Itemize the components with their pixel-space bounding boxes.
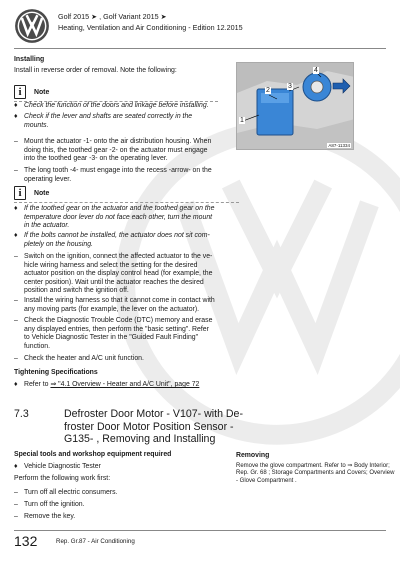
note-item: mounts. bbox=[24, 121, 49, 129]
callout-1: 1 bbox=[240, 117, 244, 124]
step-text: Check the Diagnostic Trouble Code (DTC) memory and erase bbox=[24, 317, 213, 324]
refer-prefix: Refer to bbox=[24, 381, 51, 388]
vw-logo-icon bbox=[14, 8, 50, 44]
step-text: operating lever. bbox=[24, 175, 72, 183]
tightening-ref bbox=[24, 381, 199, 390]
step-text: Switch on the ignition, connect the affected actuator to the ve- bbox=[24, 253, 213, 260]
step-dash: – bbox=[14, 355, 18, 362]
step-text: actuator position on the display control head (for example, the bbox=[24, 270, 213, 277]
note-item: If the toothed gear on the actuator and the toothed gear on the bbox=[24, 205, 215, 212]
step-text: any displayed entries, then perform the "basic setting". Refer bbox=[24, 325, 209, 333]
bullet-diamond-icon: ♦ bbox=[14, 102, 18, 109]
note-item: pletely on the housing. bbox=[24, 240, 93, 248]
figure-code: A87-11334 bbox=[328, 143, 350, 148]
note-icon: i bbox=[14, 186, 26, 200]
callout-3: 3 bbox=[288, 83, 292, 90]
page-header bbox=[0, 8, 400, 48]
actuator-figure bbox=[236, 62, 354, 150]
step-text: center position). Wait until the actuator reaches the desired bbox=[24, 278, 204, 286]
note-item: Check the function of the doors and linkage before installing. bbox=[24, 102, 209, 109]
page-number: 132 bbox=[14, 533, 38, 549]
section-title: froster Door Motor Position Sensor - bbox=[64, 420, 234, 433]
footer-text: Rep. Gr.87 - Air Conditioning bbox=[56, 538, 135, 545]
note-label: Note bbox=[34, 89, 50, 96]
note-divider bbox=[14, 202, 239, 203]
step-text: Install the wiring harness so that it cannot come in contact with bbox=[24, 297, 215, 304]
step-text: - Glove Compartment . bbox=[236, 477, 297, 484]
step-text: doing this, the toothed gear -2- on the actuator must engage bbox=[24, 146, 208, 154]
step-dash: – bbox=[14, 297, 18, 304]
step-text: Rep. Gr. 68 ; Storage Compartments and Covers; Overview bbox=[236, 470, 395, 477]
step-text: Check the heater and A/C unit function. bbox=[24, 355, 144, 362]
work-intro: Perform the following work first: bbox=[14, 475, 111, 482]
removing-title: Removing bbox=[236, 452, 270, 459]
step-dash: – bbox=[14, 317, 18, 324]
section-title: Defroster Door Motor - V107- with De- bbox=[64, 408, 243, 420]
step-text: to Vehicle Diagnostic Tester in the "Guided Fault Finding" bbox=[24, 334, 199, 341]
section-title: G135- , Removing and Installing bbox=[64, 433, 216, 445]
note-icon: i bbox=[14, 85, 26, 99]
tools-title: Special tools and workshop equipment required bbox=[14, 451, 172, 458]
header-manual-title: Heating, Ventilation and Air Conditioning - Edition 12.2015 bbox=[58, 23, 243, 32]
removing-block bbox=[236, 452, 395, 485]
step-text: into the toothed gear -3- on the operating lever. bbox=[24, 155, 168, 162]
step-text: any moving parts (for example, the lever on the actuator). bbox=[24, 305, 200, 313]
overview-link[interactable]: ⇒ "4.1 Overview - Heater and A/C Unit", page 72 bbox=[50, 381, 200, 388]
step-text: Turn off all electric consumers. bbox=[24, 489, 118, 496]
bullet-diamond-icon: ♦ bbox=[14, 232, 18, 239]
bullet-diamond-icon: ♦ bbox=[14, 381, 18, 388]
installing-intro: Install in reverse order of removal. Note the following: bbox=[14, 67, 177, 74]
step-dash: – bbox=[14, 489, 18, 496]
step-dash: – bbox=[14, 501, 18, 508]
header-divider bbox=[14, 48, 386, 49]
bullet-diamond-icon: ♦ bbox=[14, 463, 18, 470]
tool-item: Vehicle Diagnostic Tester bbox=[24, 463, 101, 470]
section-number: 7.3 bbox=[14, 408, 29, 420]
bullet-diamond-icon: ♦ bbox=[14, 205, 18, 212]
note-item: Check if the lever and shafts are seated correctly in the bbox=[24, 113, 193, 120]
step-dash: – bbox=[14, 513, 18, 520]
footer-divider bbox=[14, 530, 386, 531]
step-text: Remove the key. bbox=[24, 513, 76, 520]
step-dash: – bbox=[14, 253, 18, 260]
step-text: The long tooth -4- must engage into the recess -arrow- on the bbox=[24, 167, 212, 174]
header-model: Golf 2015 ➤ , Golf Variant 2015 ➤ bbox=[58, 12, 167, 21]
step-text: Mount the actuator -1- onto the air distribution housing. When bbox=[24, 138, 212, 145]
step-text: function. bbox=[24, 342, 51, 350]
bullet-diamond-icon: ♦ bbox=[14, 113, 18, 120]
step-dash: – bbox=[14, 138, 18, 145]
callout-4: 4 bbox=[314, 67, 318, 74]
note-item: temperature door lever do not face each other, turn the mount bbox=[24, 213, 213, 221]
step-text: hicle wiring harness and select the setting for the desired bbox=[24, 261, 198, 269]
installing-title: Installing bbox=[14, 56, 45, 63]
callout-2: 2 bbox=[266, 87, 270, 94]
step-text: Turn off the ignition. bbox=[24, 501, 85, 508]
note-item: If the bolts cannot be installed, the actuator does not sit com- bbox=[24, 232, 210, 239]
step-text: position and switch the ignition off. bbox=[24, 287, 129, 294]
step-dash: – bbox=[14, 167, 18, 174]
note-item: in the actuator. bbox=[24, 222, 70, 229]
note-label: Note bbox=[34, 190, 50, 197]
step-text: Remove the glove compartment. Refer to ⇒ Body Interior; bbox=[236, 462, 390, 469]
removing-step bbox=[236, 462, 395, 486]
tightening-title: Tightening Specifications bbox=[14, 369, 98, 376]
